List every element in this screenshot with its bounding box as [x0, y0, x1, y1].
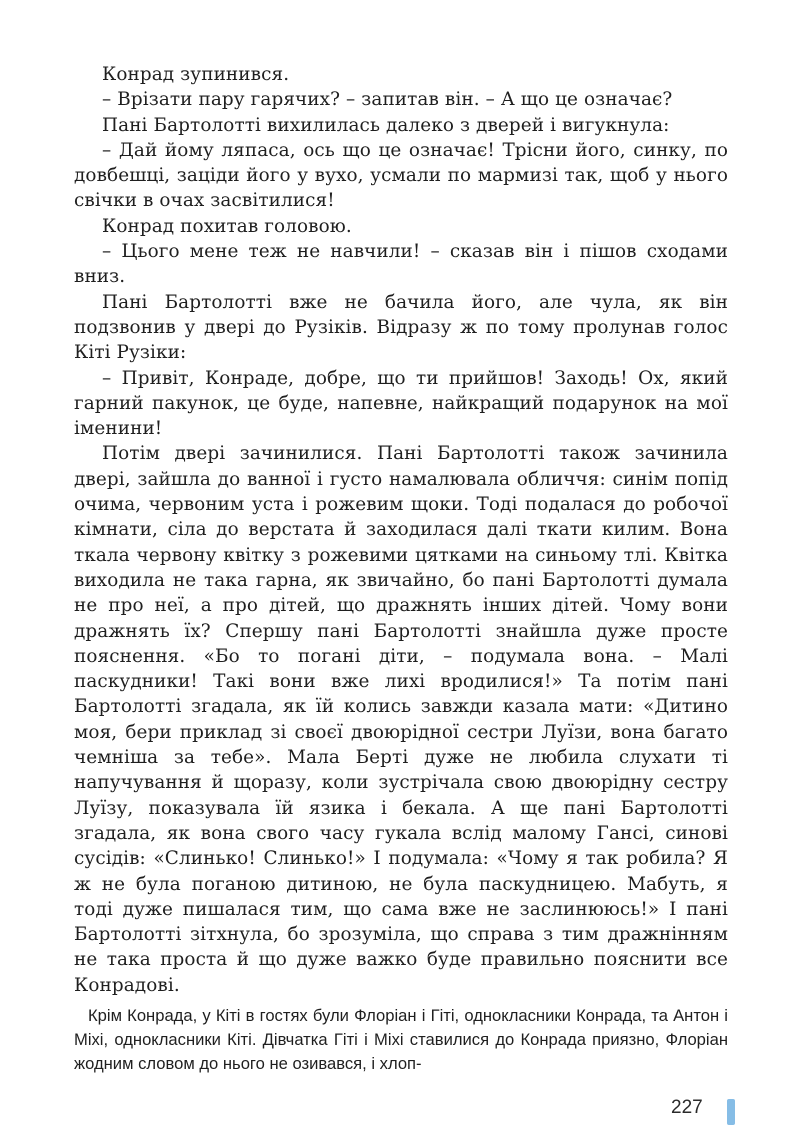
summary-paragraph: Крім Конрада, у Кіті в гостях були Флоріан і Гіті, однокласники Конрада, та Антон і Міхі, однокласники Кіті. Дівчатка Гіті і Міхі ставилися до Конрада приязно, Флоріан жодним словом до нього не озивався, і хлоп-	[74, 1005, 728, 1073]
page-edge-tab	[727, 1099, 735, 1125]
dialogue-line: – Врізати пару гарячих? – запитав він. – А що це означає?	[102, 89, 673, 111]
dialogue-line: – Цього мене теж не навчили! – сказав він і пішов сходами вниз.	[74, 241, 728, 288]
page-number: 227	[671, 1097, 703, 1118]
dialogue-line: – Дай йому ляпаса, ось що це означає! Трісни його, синку, по довбешці, заціди його у вухо, усмали по мармизі так, щоб у нього свічки в очах засвітилися!	[74, 139, 728, 212]
paragraph: Конрад похитав головою.	[102, 215, 352, 237]
paragraph: Конрад зупинився.	[102, 64, 290, 85]
dialogue-line: – Привіт, Конраде, добре, що ти прийшов! Заходь! Ох, який гарний пакунок, це буде, напевне, найкращий подарунок на мої іменини!	[74, 367, 728, 440]
paragraph: Потім двері зачинилися. Пані Бартолотті також зачинила двері, зайшла до ванної і густо намалювала обличчя: синім попід очима, червоним уста і рожевим щоки. Тоді подалася до робочої кімнати, сіла до верстата й заходилася далі ткати килим. Вона ткала червону квітку з рожевими цятками на синьому тлі. Квітка виходила не така гарна, як звичайно, бо пані Бартолотті думала не про неї, а про дітей, що дражнять інших дітей. Чому вони дражнять їх? Спершу пані Бартолотті знайшла дуже просте пояснення. «Бо то погані діти, – подумала вона. – Малі паскудники! Такі вони вже лихі вродилися!» Та потім пані Бартолотті згадала, як їй колись завжди казала мати: «Дитино моя, бери приклад зі своєї двоюрідної сестри Луїзи, вона багато чемніша за тебе». Мала Берті дуже не любила слухати ті напучування й щоразу, коли зустрічала свою двоюрідну сестру Луїзу, показувала їй язика і бекала. А ще пані Бартолотті згадала, як вона свого часу гукала вслід малому Гансі, синові сусідів: «Слинько! Слинько!» І подумала: «Чому я так робила? Я ж не була поганою дитиною, не була паскудницею. Мабуть, я тоді дуже пишалася тим, що сама вже не заслинююсь!» І пані Бартолотті зітхнула, бо зрозуміла, що справа з тим дражнінням не така проста й що дуже важко буде правильно пояснити все Конрадові.	[74, 443, 728, 996]
page-content	[74, 62, 728, 1076]
paragraph: Пані Бартолотті вихилилась далеко з дверей і вигукнула:	[102, 114, 670, 136]
summary-text	[74, 1004, 728, 1076]
story-text	[74, 62, 728, 998]
paragraph: Пані Бартолотті вже не бачила його, але чула, як він подзвонив у двері до Рузіків. Відразу ж по тому пролунав голос Кіті Рузіки:	[74, 291, 728, 364]
